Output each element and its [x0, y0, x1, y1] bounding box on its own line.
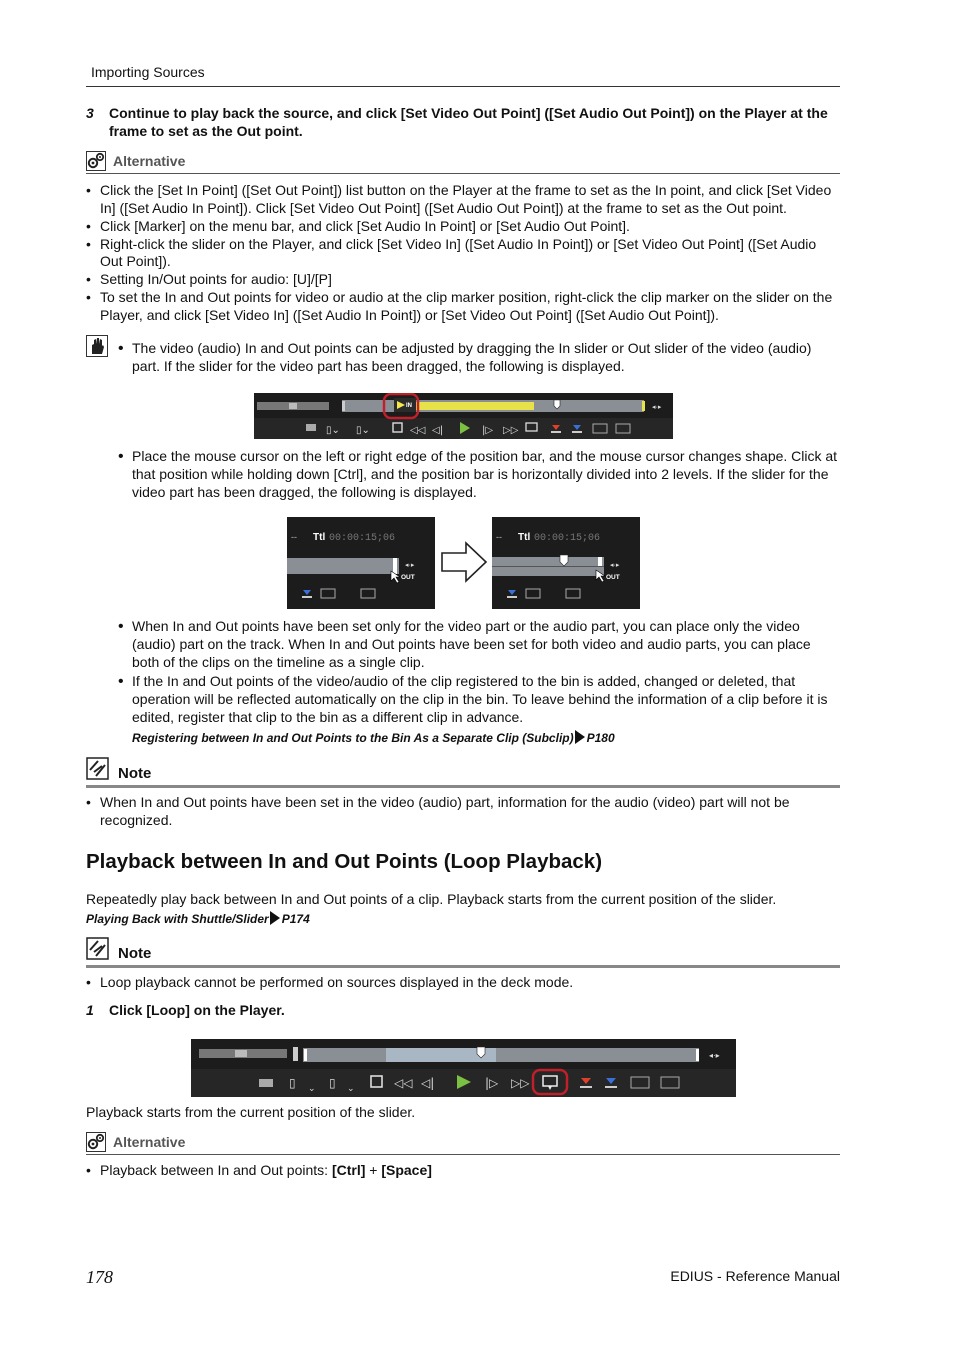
note-list — [86, 794, 842, 830]
footer-manual-title: EDIUS - Reference Manual — [670, 1268, 840, 1284]
ref-text[interactable]: Registering between In and Out Points to the Bin As a Separate Clip (Subclip) — [132, 731, 574, 745]
list-item: • Right-click the slider on the Player, and click [Set Video In] ([Set Audio In Point]) or [Set Video Out Point] ([Set Audio Out Point]). — [86, 236, 842, 271]
svg-text:--: -- — [291, 532, 297, 542]
in-label: IN — [406, 403, 412, 409]
alternative-heading — [86, 151, 840, 173]
tips-list-1 — [118, 340, 840, 378]
list-item: • Click the [Set In Point] ([Set Out Point]) list button on the Player at the frame to set as the In point, and click [Set Video In] ([Set Audio In Point]). Click [Set Video Out Point] ([Set Audio Out Point]) at the frame to set as the Out point. — [86, 182, 842, 217]
tips-list-2 — [118, 448, 840, 503]
note-icon — [86, 937, 110, 961]
plus-sign: + — [365, 1162, 382, 1178]
step-result: Playback starts from the current position of the slider. — [86, 1104, 416, 1120]
svg-text:◁◁: ◁◁ — [410, 425, 426, 436]
alternative-rule — [86, 173, 840, 174]
out-label: OUT — [606, 574, 620, 581]
step-number: 1 — [86, 1002, 94, 1018]
arrow-icon — [270, 911, 280, 925]
list-item: • Loop playback cannot be performed on sources displayed in the deck mode. — [86, 974, 842, 992]
list-item — [86, 1162, 842, 1180]
list-item: • When In and Out points have been set only for the video part or the audio part, you can place only the video (audio) part on the track. When In and Out points have been set for both video and audio parts, you can place both of the clips on the timeline as a single clip. — [118, 618, 840, 671]
note-heading — [86, 937, 840, 967]
note-list — [86, 974, 842, 992]
svg-text:▯: ▯ — [289, 1076, 296, 1090]
list-item: • Setting In/Out points for audio: [U]/[P] — [86, 271, 842, 289]
svg-text:▷▷: ▷▷ — [511, 1076, 530, 1090]
list-item: • The video (audio) In and Out points can be adjusted by dragging the In slider or Out slider of the video (audio) part. If the slider for the video part has been dragged, the following is displayed. — [118, 340, 840, 376]
player-slider-screenshot — [254, 393, 673, 439]
svg-text:◁|: ◁| — [432, 425, 444, 436]
note-icon — [86, 757, 110, 781]
note-heading — [86, 757, 840, 787]
step-1 — [86, 1001, 840, 1019]
arrow-icon — [575, 730, 585, 744]
alternative-list — [86, 182, 842, 325]
player-loop-screenshot — [191, 1039, 736, 1097]
cross-reference[interactable] — [132, 730, 615, 745]
shortcut-key: [Space] — [381, 1162, 432, 1178]
cross-reference[interactable] — [86, 911, 310, 926]
timecode: 00:00:15;06 — [534, 533, 601, 544]
step-3 — [86, 104, 840, 140]
alternative-label: Alternative — [113, 1134, 186, 1150]
alternative-label: Alternative — [113, 153, 186, 169]
ttl-label: Ttl — [518, 532, 531, 543]
step-number: 3 — [86, 105, 94, 121]
shortcut-key: [Ctrl] — [331, 1162, 366, 1178]
svg-text:|▷: |▷ — [482, 425, 494, 436]
ttl-label: Ttl — [313, 532, 326, 543]
svg-text:◂·▸: ◂·▸ — [652, 404, 662, 411]
step-text: Click [Loop] on the Player. — [109, 1002, 285, 1018]
step-text: Continue to play back the source, and click [Set Video Out Point] ([Set Audio Out Point]) on the Player at the frame to set as the Out point. — [109, 105, 828, 139]
ref-page[interactable]: P180 — [586, 731, 615, 745]
page-number: 178 — [86, 1267, 113, 1287]
svg-text:◁◁: ◁◁ — [394, 1076, 413, 1090]
tips-list-3 — [118, 618, 840, 729]
section-intro: Repeatedly play back between In and Out points of a clip. Playback starts from the current position of the slider. — [86, 891, 777, 907]
svg-text:⌄: ⌄ — [347, 1084, 355, 1094]
gears-icon — [86, 1132, 106, 1152]
position-bar-after-screenshot — [492, 517, 640, 609]
arrow-right-icon — [440, 541, 488, 583]
svg-text:⌄: ⌄ — [308, 1084, 316, 1094]
svg-text:◂·▸: ◂·▸ — [610, 562, 620, 569]
ref-text[interactable]: Playing Back with Shuttle/Slider — [86, 912, 269, 926]
svg-text:▷▷: ▷▷ — [503, 425, 519, 436]
running-header: Importing Sources — [91, 64, 205, 80]
list-item: • To set the In and Out points for video or audio at the clip marker position, right-click the clip marker on the slider on the Player, and click [Set Video In] ([Set Audio In Point]) or [Set Video Out Point] ([Set Audio Out Point]). — [86, 289, 842, 324]
position-bar-before-screenshot — [287, 517, 435, 609]
svg-text:--: -- — [496, 532, 502, 542]
tip-hand-icon — [86, 335, 108, 357]
list-item: • If the In and Out points of the video/audio of the clip registered to the bin is added, changed or deleted, that operation will be reflected automatically on the clip in the bin. To leave behind the information of a clip before it is edited, register that clip to the bin as a different clip in advance. — [118, 673, 840, 726]
note-rule — [86, 785, 840, 788]
svg-text:▯: ▯ — [329, 1076, 336, 1090]
svg-text:▯⌄: ▯⌄ — [356, 425, 370, 436]
svg-text:◁|: ◁| — [421, 1076, 435, 1090]
svg-text:|▷: |▷ — [485, 1076, 499, 1090]
list-item: • When In and Out points have been set in the video (audio) part, information for the audio (video) part will not be recognized. — [86, 794, 842, 829]
section-title: Playback between In and Out Points (Loop Playback) — [86, 850, 603, 873]
alternative-rule — [86, 1154, 840, 1155]
note-rule — [86, 965, 840, 968]
svg-text:◂·▸: ◂·▸ — [405, 562, 415, 569]
header-rule — [86, 86, 840, 87]
ref-page[interactable]: P174 — [281, 912, 310, 926]
list-item: • Place the mouse cursor on the left or right edge of the position bar, and the mouse cursor changes shape. Click at that position while holding down [Ctrl], and the position bar is horizontally divided into 2 levels. If the slider for the video part has been dragged, the following is displayed. — [118, 448, 840, 501]
note-label: Note — [118, 945, 152, 962]
alternative-list — [86, 1162, 842, 1180]
gears-icon — [86, 151, 106, 171]
out-label: OUT — [401, 574, 415, 581]
item-text: Playback between In and Out points: — [100, 1162, 332, 1178]
timecode: 00:00:15;06 — [329, 533, 396, 544]
alternative-heading — [86, 1132, 840, 1154]
note-label: Note — [118, 765, 152, 782]
svg-text:◂·▸: ◂·▸ — [709, 1051, 720, 1060]
list-item: • Click [Marker] on the menu bar, and click [Set Audio In Point] or [Set Audio Out Point]. — [86, 218, 842, 236]
svg-text:▯⌄: ▯⌄ — [326, 425, 340, 436]
